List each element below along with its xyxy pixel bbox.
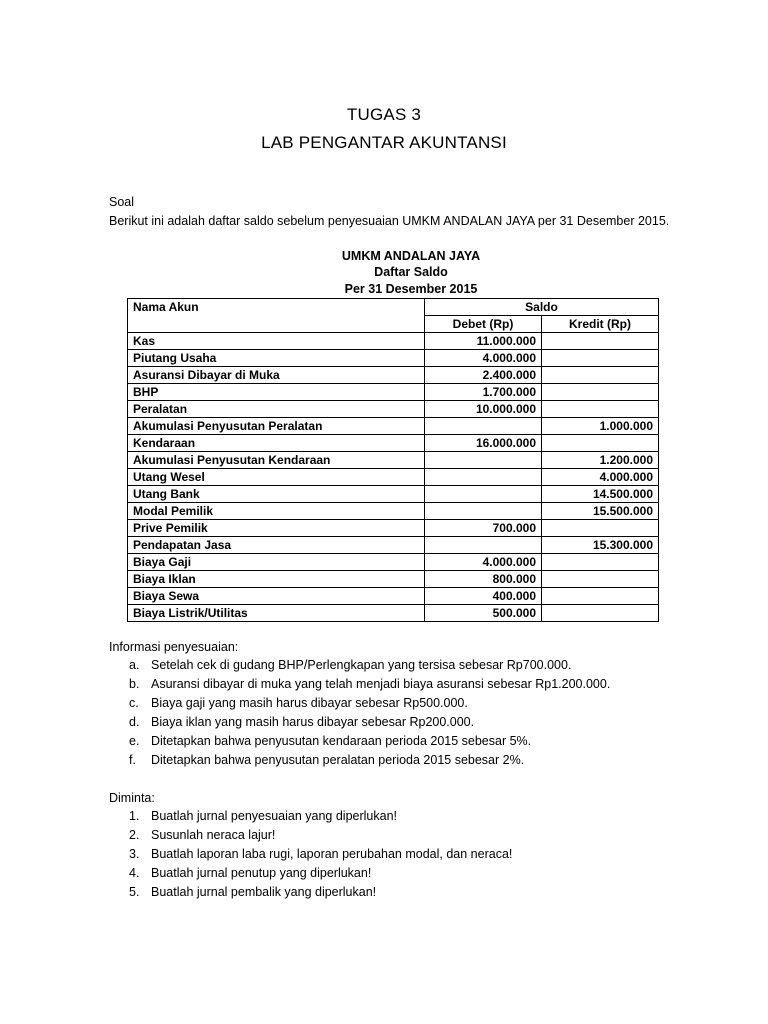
account-name-cell: Piutang Usaha [128, 350, 425, 367]
list-marker: f. [129, 753, 136, 767]
header-debet: Debet (Rp) [425, 316, 542, 333]
table-row [128, 605, 659, 622]
kredit-cell: 1.000.000 [542, 418, 659, 435]
list-marker: 3. [129, 847, 140, 861]
list-item [109, 713, 610, 732]
account-name-cell: Biaya Iklan [128, 571, 425, 588]
kredit-cell: 15.300.000 [542, 537, 659, 554]
debet-cell: 1.700.000 [425, 384, 542, 401]
table-row [128, 333, 659, 350]
list-text: Ditetapkan bahwa penyusutan peralatan perioda 2015 sebesar 2%. [151, 753, 525, 767]
adjustments-list [109, 656, 610, 770]
account-name-cell: Akumulasi Penyusutan Kendaraan [128, 452, 425, 469]
kredit-cell [542, 350, 659, 367]
table-row [128, 588, 659, 605]
kredit-cell: 15.500.000 [542, 503, 659, 520]
debet-cell [425, 418, 542, 435]
kredit-cell [542, 367, 659, 384]
kredit-cell [542, 571, 659, 588]
list-item [109, 807, 512, 826]
table-row [128, 554, 659, 571]
account-name-cell: BHP [128, 384, 425, 401]
debet-cell: 11.000.000 [425, 333, 542, 350]
section-label-adjustments: Informasi penyesuaian: [109, 640, 239, 654]
document-subtitle: LAB PENGANTAR AKUNTANSI [261, 133, 507, 152]
list-text: Biaya iklan yang masih harus dibayar sebesar Rp200.000. [151, 715, 475, 729]
intro-text: Berikut ini adalah daftar saldo sebelum penyesuaian UMKM ANDALAN JAYA per 31 Desember 2015. [109, 214, 670, 228]
debet-cell: 700.000 [425, 520, 542, 537]
account-name-cell: Utang Bank [128, 486, 425, 503]
debet-cell: 4.000.000 [425, 554, 542, 571]
document-title: TUGAS 3 [346, 105, 422, 124]
list-text: Susunlah neraca lajur! [151, 828, 276, 842]
list-marker: 5. [129, 885, 140, 899]
account-name-cell: Biaya Sewa [128, 588, 425, 605]
list-marker: d. [129, 715, 140, 729]
debet-cell: 10.000.000 [425, 401, 542, 418]
table-date: Per 31 Desember 2015 [344, 282, 478, 296]
kredit-cell [542, 333, 659, 350]
account-name-cell: Pendapatan Jasa [128, 537, 425, 554]
table-row [128, 486, 659, 503]
list-item [109, 826, 512, 845]
debet-cell: 2.400.000 [425, 367, 542, 384]
account-name-cell: Utang Wesel [128, 469, 425, 486]
list-item [109, 732, 610, 751]
table-row [128, 401, 659, 418]
trial-balance-table [127, 298, 659, 622]
list-item [109, 845, 512, 864]
debet-cell [425, 486, 542, 503]
table-row [128, 350, 659, 367]
list-marker: e. [129, 734, 140, 748]
debet-cell: 500.000 [425, 605, 542, 622]
debet-cell: 4.000.000 [425, 350, 542, 367]
kredit-cell [542, 384, 659, 401]
tasks-list [109, 807, 512, 902]
list-text: Asuransi dibayar di muka yang telah menjadi biaya asuransi sebesar Rp1.200.000. [151, 677, 611, 691]
list-item [109, 694, 610, 713]
kredit-cell [542, 401, 659, 418]
list-marker: a. [129, 658, 140, 672]
list-text: Buatlah jurnal pembalik yang diperlukan! [151, 885, 377, 899]
account-name-cell: Modal Pemilik [128, 503, 425, 520]
table-subtitle: Daftar Saldo [374, 265, 448, 279]
table-row [128, 418, 659, 435]
kredit-cell [542, 588, 659, 605]
header-nama-akun: Nama Akun [128, 299, 425, 333]
table-row [128, 469, 659, 486]
list-item [109, 656, 610, 675]
debet-cell: 400.000 [425, 588, 542, 605]
table-row [128, 520, 659, 537]
list-marker: 1. [129, 809, 140, 823]
debet-cell: 16.000.000 [425, 435, 542, 452]
header-kredit: Kredit (Rp) [542, 316, 659, 333]
table-row [128, 537, 659, 554]
list-text: Buatlah laporan laba rugi, laporan perubahan modal, dan neraca! [151, 847, 513, 861]
list-item [109, 883, 512, 902]
list-marker: 4. [129, 866, 140, 880]
section-label-soal: Soal [109, 195, 135, 209]
table-row [128, 503, 659, 520]
debet-cell [425, 469, 542, 486]
list-text: Biaya gaji yang masih harus dibayar sebesar Rp500.000. [151, 696, 468, 710]
kredit-cell [542, 554, 659, 571]
table-company: UMKM ANDALAN JAYA [341, 249, 481, 263]
kredit-cell [542, 605, 659, 622]
debet-cell [425, 503, 542, 520]
account-name-cell: Peralatan [128, 401, 425, 418]
list-marker: b. [129, 677, 140, 691]
kredit-cell [542, 435, 659, 452]
table-row [128, 384, 659, 401]
table-row [128, 435, 659, 452]
list-item [109, 751, 610, 770]
table-row [128, 367, 659, 384]
account-name-cell: Biaya Gaji [128, 554, 425, 571]
list-text: Ditetapkan bahwa penyusutan kendaraan perioda 2015 sebesar 5%. [151, 734, 532, 748]
account-name-cell: Biaya Listrik/Utilitas [128, 605, 425, 622]
account-name-cell: Asuransi Dibayar di Muka [128, 367, 425, 384]
list-item [109, 675, 610, 694]
kredit-cell: 1.200.000 [542, 452, 659, 469]
table-row [128, 571, 659, 588]
debet-cell [425, 452, 542, 469]
account-name-cell: Kas [128, 333, 425, 350]
account-name-cell: Kendaraan [128, 435, 425, 452]
kredit-cell [542, 520, 659, 537]
kredit-cell: 14.500.000 [542, 486, 659, 503]
list-text: Buatlah jurnal penutup yang diperlukan! [151, 866, 372, 880]
list-text: Buatlah jurnal penyesuaian yang diperlukan! [151, 809, 398, 823]
list-text: Setelah cek di gudang BHP/Perlengkapan yang tersisa sebesar Rp700.000. [151, 658, 572, 672]
list-marker: c. [129, 696, 139, 710]
section-label-tasks: Diminta: [109, 791, 155, 805]
kredit-cell: 4.000.000 [542, 469, 659, 486]
debet-cell [425, 537, 542, 554]
header-saldo: Saldo [425, 299, 659, 316]
account-name-cell: Akumulasi Penyusutan Peralatan [128, 418, 425, 435]
debet-cell: 800.000 [425, 571, 542, 588]
account-name-cell: Prive Pemilik [128, 520, 425, 537]
table-header-row [128, 299, 659, 316]
list-marker: 2. [129, 828, 140, 842]
table-row [128, 452, 659, 469]
list-item [109, 864, 512, 883]
